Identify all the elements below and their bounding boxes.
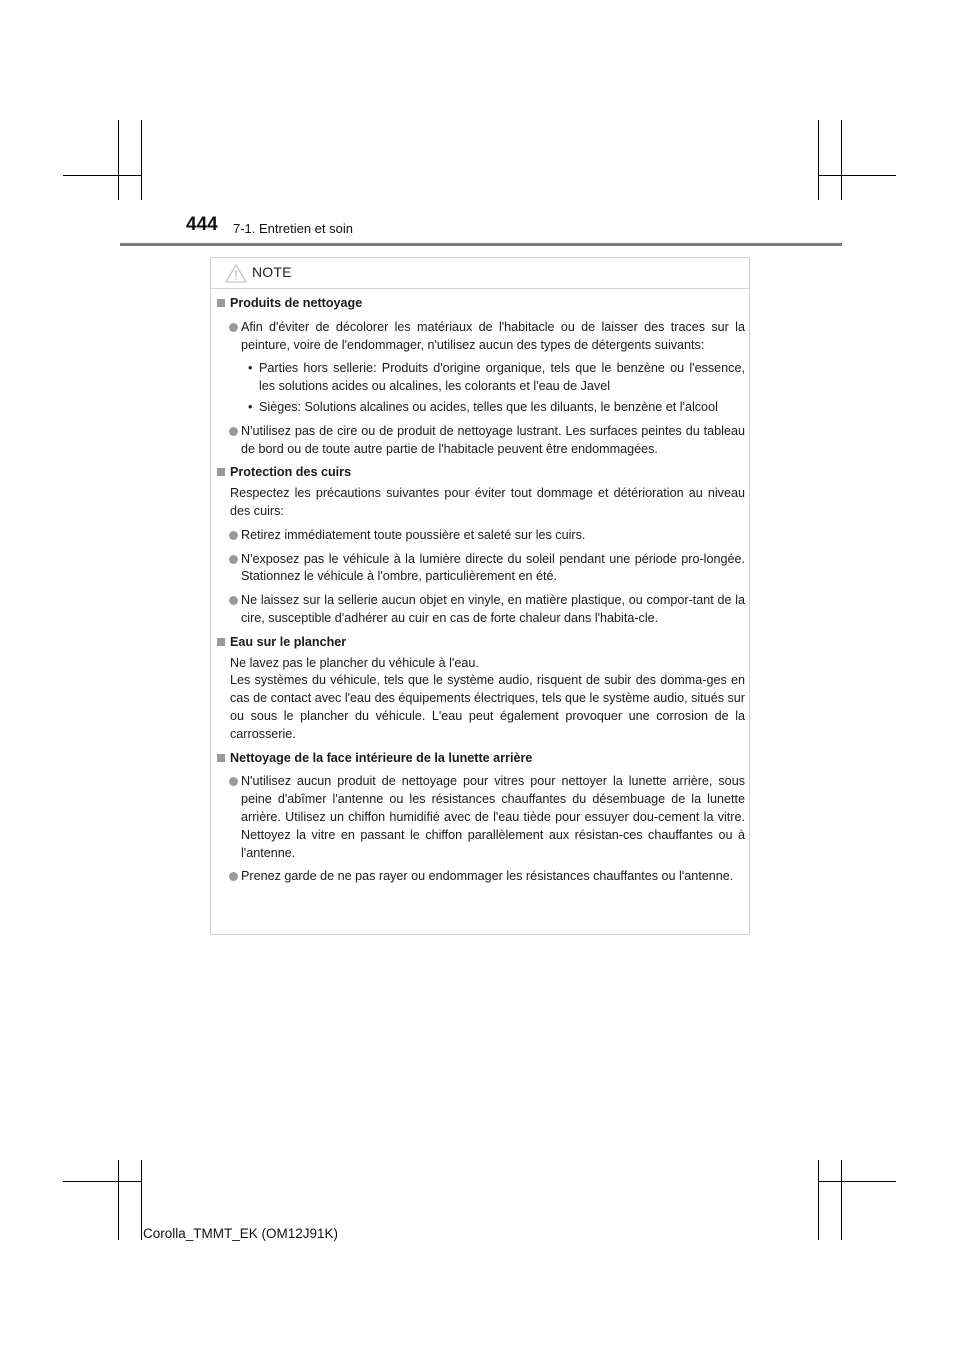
list-item: Prenez garde de ne pas rayer ou endommager les résistances chauffantes ou l'antenne.: [217, 868, 745, 886]
crop-mark: [818, 175, 896, 176]
sub-list-item: • Sièges: Solutions alcalines ou acides, telles que les diluants, le benzène et l'alcool: [217, 399, 745, 417]
list-item: N'exposez pas le véhicule à la lumière directe du soleil pendant une période pro-longée. Stationnez le véhicule à l'ombre, particulièrement en été.: [217, 551, 745, 587]
crop-mark: [63, 1181, 141, 1182]
circle-bullet-icon: [229, 531, 238, 540]
note-label: NOTE: [252, 264, 292, 280]
warning-triangle-icon: [225, 264, 247, 283]
paragraph: Les systèmes du véhicule, tels que le système audio, risquent de subir des domma-ges en cas de contact avec l'eau des équipements électriques, tels que le système audio, situés sur ou sous le plancher du véhicule. L'eau peut également provoquer une corrosion de la carrosserie.: [230, 673, 745, 741]
crop-mark: [141, 120, 142, 200]
crop-mark: [818, 120, 819, 200]
square-bullet-icon: [217, 299, 225, 307]
circle-bullet-icon: [229, 555, 238, 564]
square-bullet-icon: [217, 468, 225, 476]
square-bullet-icon: [217, 754, 225, 762]
section-heading: Produits de nettoyage: [217, 295, 745, 313]
dot-bullet-icon: •: [248, 361, 253, 376]
sub-list-item: • Parties hors sellerie: Produits d'origine organique, tels que le benzène ou l'essence, les solutions acides ou alcalines, les colorants et l'eau de Javel: [248, 361, 745, 394]
list-item: Retirez immédiatement toute poussière et saleté sur les cuirs.: [217, 527, 745, 545]
section-heading: Protection des cuirs: [217, 464, 745, 482]
note-body: [217, 292, 745, 886]
list-item: Ne laissez sur la sellerie aucun objet en vinyle, en matière plastique, ou compor-tant de la cire, susceptible d'adhérer au cuir en cas de forte chaleur dans l'habita-cle.: [217, 592, 745, 628]
note-section: [217, 295, 745, 458]
crop-mark: [141, 1160, 142, 1240]
circle-bullet-icon: [229, 777, 238, 786]
circle-bullet-icon: [229, 323, 238, 332]
crop-mark: [841, 1160, 842, 1240]
crop-mark: [118, 120, 119, 200]
manual-id: Corolla_TMMT_EK (OM12J91K): [143, 1226, 339, 1241]
note-header: [211, 258, 749, 289]
section-heading: Nettoyage de la face intérieure de la lunette arrière: [217, 750, 745, 768]
note-box: [210, 257, 750, 935]
circle-bullet-icon: [229, 427, 238, 436]
crop-mark: [818, 1181, 896, 1182]
header-divider: [120, 243, 842, 246]
note-section: [217, 464, 745, 627]
crop-mark: [841, 120, 842, 200]
section-title: 7-1. Entretien et soin: [233, 221, 353, 236]
circle-bullet-icon: [229, 596, 238, 605]
section-heading: Eau sur le plancher: [217, 634, 745, 652]
circle-bullet-icon: [229, 872, 238, 881]
paragraph: Ne lavez pas le plancher du véhicule à l'eau.: [230, 655, 479, 670]
paragraph: Respectez les précautions suivantes pour éviter tout dommage et détérioration au niveau des cuirs:: [230, 486, 745, 518]
crop-mark: [118, 1160, 119, 1240]
note-section: [217, 634, 745, 744]
list-item: N'utilisez pas de cire ou de produit de nettoyage lustrant. Les surfaces peintes du tableau de bord ou de toute autre partie de l'habitacle peuvent être endommagées.: [217, 423, 745, 459]
dot-bullet-icon: •: [248, 399, 253, 414]
crop-mark: [63, 175, 141, 176]
list-item: N'utilisez aucun produit de nettoyage pour vitres pour nettoyer la lunette arrière, sous peine d'abîmer l'antenne ou les résistances chauffantes du désembuage de la lunette arrière. Utilisez un chiffon humidifié avec de l'eau tiède pour essuyer dou-cement la vitre. Nettoyez la vitre en passant le chiffon parallèlement aux résistan-ces chauffantes ou à l'antenne.: [217, 773, 745, 862]
crop-mark: [818, 1160, 819, 1240]
page-number: 444: [186, 214, 218, 235]
list-item: Afin d'éviter de décolorer les matériaux de l'habitacle ou de laisser des traces sur la peinture, voire de l'endommager, n'utilisez aucun des types de détergents suivants:: [217, 319, 745, 355]
note-section: [217, 750, 745, 887]
square-bullet-icon: [217, 638, 225, 646]
